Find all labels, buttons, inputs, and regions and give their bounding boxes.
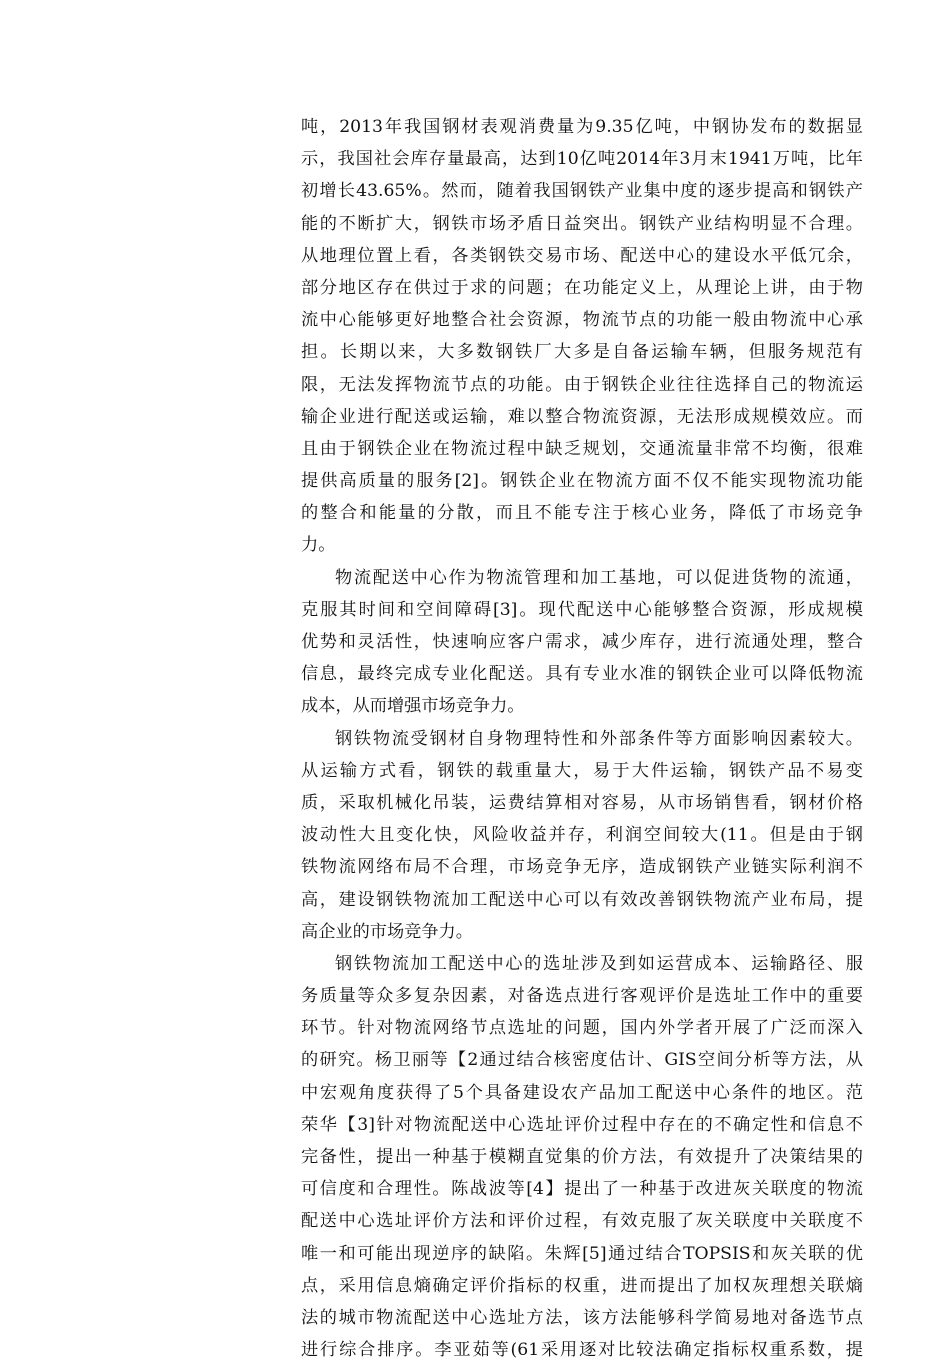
text-line: 高，建设钢铁物流加工配送中心可以有效改善钢铁物流产业布局，提 <box>301 889 863 910</box>
text-line: 输企业进行配送或运输，难以整合物流资源，无法形成规模效应。而 <box>301 406 863 427</box>
text-line: 力。 <box>301 535 336 556</box>
text-line: 的研究。杨卫丽等【2通过结合核密度估计、GIS空间分析等方法，从 <box>301 1050 863 1071</box>
text-line: 的整合和能量的分散，而且不能专注于核心业务，降低了市场竞争 <box>301 503 863 524</box>
text-line: 进行综合排序。李亚茹等(61采用逐对比较法确定指标权重系数，提 <box>301 1340 863 1361</box>
text-line: 从地理位置上看，各类钢铁交易市场、配送中心的建设水平低冗余， <box>301 245 863 266</box>
text-line: 质，采取机械化吊装，运费结算相对容易，从市场销售看，钢材价格 <box>301 792 863 813</box>
text-line: 法的城市物流配送中心选址方法，该方法能够科学简易地对备选节点 <box>301 1307 863 1328</box>
text-line: 铁物流网络布局不合理，市场竞争无序，造成钢铁产业链实际利润不 <box>301 857 863 878</box>
paragraph-1 <box>301 111 863 562</box>
text-line: 务质量等众多复杂因素，对备选点进行客观评价是选址工作中的重要 <box>301 986 863 1007</box>
text-line: 限，无法发挥物流节点的功能。由于钢铁企业往往选择自己的物流运 <box>301 374 863 395</box>
text-line: 波动性大且变化快，风险收益并存，利润空间较大(11。但是由于钢 <box>301 825 863 846</box>
body-text <box>301 111 863 1366</box>
text-line: 部分地区存在供过于求的问题；在功能定义上，从理论上讲，由于物 <box>301 277 863 298</box>
paragraph-3 <box>301 723 863 948</box>
text-line: 示，我国社会库存量最高，达到10亿吨2014年3月末1941万吨，比年 <box>301 149 863 170</box>
text-line: 高企业的市场竞争力。 <box>301 921 473 942</box>
text-line: 吨，2013年我国钢材表观消费量为9.35亿吨，中钢协发布的数据显 <box>301 117 863 137</box>
text-line: 物流配送中心作为物流管理和加工基地，可以促进货物的流通， <box>335 567 863 588</box>
text-line: 完备性，提出一种基于模糊直觉集的价方法，有效提升了决策结果的 <box>301 1147 863 1167</box>
text-line: 且由于钢铁企业在物流过程中缺乏规划，交通流量非常不均衡，很难 <box>301 438 863 459</box>
text-line: 优势和灵活性，快速响应客户需求，减少库存，进行流通处理，整合 <box>301 632 863 652</box>
text-line: 点，采用信息熵确定评价指标的权重，进而提出了加权灰理想关联熵 <box>301 1275 863 1296</box>
text-line: 唯一和可能出现逆序的缺陷。朱辉[5]通过结合TOPSIS和灰关联的优 <box>301 1243 863 1264</box>
text-line: 信息，最终完成专业化配送。具有专业水准的钢铁企业可以降低物流 <box>301 664 863 685</box>
text-line: 可信度和合理性。陈战波等[4】提出了一种基于改进灰关联度的物流 <box>301 1179 863 1200</box>
text-line: 中宏观角度获得了5个具备建设农产品加工配送中心条件的地区。范 <box>301 1082 863 1103</box>
text-line: 初增长43.65%。然而，随着我国钢铁产业集中度的逐步提高和钢铁产 <box>301 181 863 202</box>
text-line: 从运输方式看，钢铁的载重量大，易于大件运输，钢铁产品不易变 <box>301 760 863 781</box>
text-line: 能的不断扩大，钢铁市场矛盾日益突出。钢铁产业结构明显不合理。 <box>301 213 863 234</box>
paragraph-2 <box>301 562 863 723</box>
paragraph-4 <box>301 948 863 1366</box>
text-line: 荣华【3]针对物流配送中心选址评价过程中存在的不确定性和信息不 <box>301 1114 863 1135</box>
text-line: 成本，从而增强市场竞争力。 <box>301 696 525 717</box>
text-line: 提供高质量的服务[2]。钢铁企业在物流方面不仅不能实现物流功能 <box>301 471 863 492</box>
text-line: 担。长期以来，大多数钢铁厂大多是自备运输车辆，但服务规范有 <box>301 342 863 363</box>
text-line: 钢铁物流加工配送中心的选址涉及到如运营成本、运输路径、服 <box>335 953 863 974</box>
text-line: 环节。针对物流网络节点选址的问题，国内外学者开展了广泛而深入 <box>301 1018 863 1039</box>
text-line: 钢铁物流受钢材自身物理特性和外部条件等方面影响因素较大。 <box>335 728 863 749</box>
text-line: 克服其时间和空间障碍[3]。现代配送中心能够整合资源，形成规模 <box>301 599 863 620</box>
text-line: 流中心能够更好地整合社会资源，物流节点的功能一般由物流中心承 <box>301 310 863 331</box>
text-line: 配送中心选址评价方法和评价过程，有效克服了灰关联度中关联度不 <box>301 1211 863 1232</box>
